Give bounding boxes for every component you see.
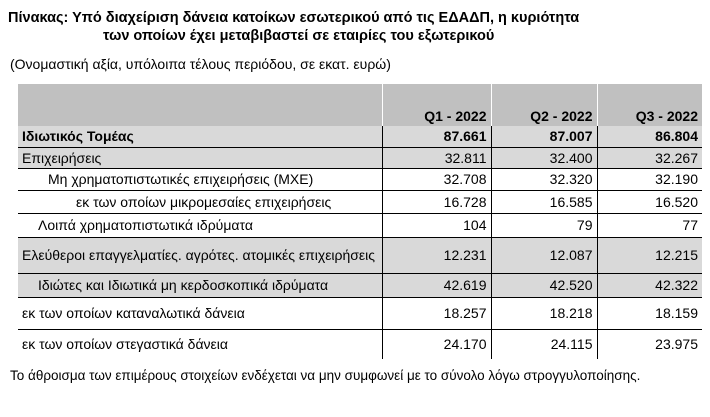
column-header-q2: Q2 - 2022 [491, 84, 597, 126]
row-label: Μη χρηματοπιστωτικές επιχειρήσεις (ΜΧΕ) [18, 168, 382, 190]
cell-q2: 87.007 [491, 126, 597, 147]
row-label: εκ των οποίων καταναλωτικά δάνεια [18, 297, 382, 329]
table-row-self-employed [18, 237, 702, 273]
column-header-q3: Q3 - 2022 [597, 84, 702, 126]
row-label: εκ των οποίων μικρομεσαίες επιχειρήσεις [18, 190, 382, 213]
cell-q3: 12.215 [597, 237, 702, 273]
row-label: Ελεύθεροι επαγγελματίες. αγρότες. ατομικές επιχειρήσεις [18, 237, 382, 273]
row-label: Επιχειρήσεις [18, 147, 382, 168]
rounding-footnote: Το άθροισμα των επιμέρους στοιχείων ενδέχεται να μην συμφωνεί με το σύνολο λόγω στρογγυλοποίησης. [10, 368, 641, 383]
table-row-individuals [18, 273, 702, 297]
cell-q1: 42.619 [382, 273, 491, 297]
cell-q2: 79 [491, 213, 597, 237]
header-blank-cell [18, 84, 382, 126]
cell-q2: 18.218 [491, 297, 597, 329]
cell-q2: 24.115 [491, 329, 597, 359]
cell-q2: 32.400 [491, 147, 597, 168]
cell-q2: 12.087 [491, 237, 597, 273]
cell-q3: 16.520 [597, 190, 702, 213]
row-label: Ιδιωτικός Τομέας [18, 126, 382, 147]
cell-q2: 16.585 [491, 190, 597, 213]
cell-q3: 32.190 [597, 168, 702, 190]
cell-q2: 42.520 [491, 273, 597, 297]
cell-q1: 12.231 [382, 237, 491, 273]
cell-q1: 104 [382, 213, 491, 237]
header-row [18, 84, 702, 126]
table-row-sme [18, 190, 702, 213]
table-row-mortgage-loans [18, 329, 702, 359]
table-title-line-2: των οποίων έχει μεταβιβαστεί σε εταιρίες του εξωτερικού [103, 28, 495, 44]
cell-q1: 16.728 [382, 190, 491, 213]
cell-q3: 23.975 [597, 329, 702, 359]
cell-q1: 24.170 [382, 329, 491, 359]
column-header-q1: Q1 - 2022 [382, 84, 491, 126]
cell-q3: 86.804 [597, 126, 702, 147]
table-title-line-1: Πίνακας: Υπό διαχείριση δάνεια κατοίκων εσωτερικού από τις ΕΔΑΔΠ, η κυριότητα [8, 10, 580, 26]
table-subtitle: (Ονομαστική αξία, υπόλοιπα τέλους περιόδου, σε εκατ. ευρώ) [10, 56, 391, 72]
table-row-consumer-loans [18, 297, 702, 329]
table-row-private-sector [18, 126, 702, 147]
cell-q3: 77 [597, 213, 702, 237]
cell-q1: 32.811 [382, 147, 491, 168]
cell-q1: 32.708 [382, 168, 491, 190]
cell-q3: 42.322 [597, 273, 702, 297]
cell-q2: 32.320 [491, 168, 597, 190]
row-label: εκ των οποίων στεγαστικά δάνεια [22, 336, 228, 353]
cell-q1: 18.257 [382, 297, 491, 329]
loans-table [18, 84, 702, 359]
table-row-other-financial [18, 213, 702, 237]
cell-q3: 32.267 [597, 147, 702, 168]
table-row-non-financial [18, 168, 702, 190]
row-label: Ιδιώτες και Ιδιωτικά μη κερδοσκοπικά ιδρύματα [18, 273, 382, 297]
table-row-businesses [18, 147, 702, 168]
cell-q1: 87.661 [382, 126, 491, 147]
row-label: Λοιπά χρηματοπιστωτικά ιδρύματα [18, 213, 382, 237]
cell-q3: 18.159 [597, 297, 702, 329]
